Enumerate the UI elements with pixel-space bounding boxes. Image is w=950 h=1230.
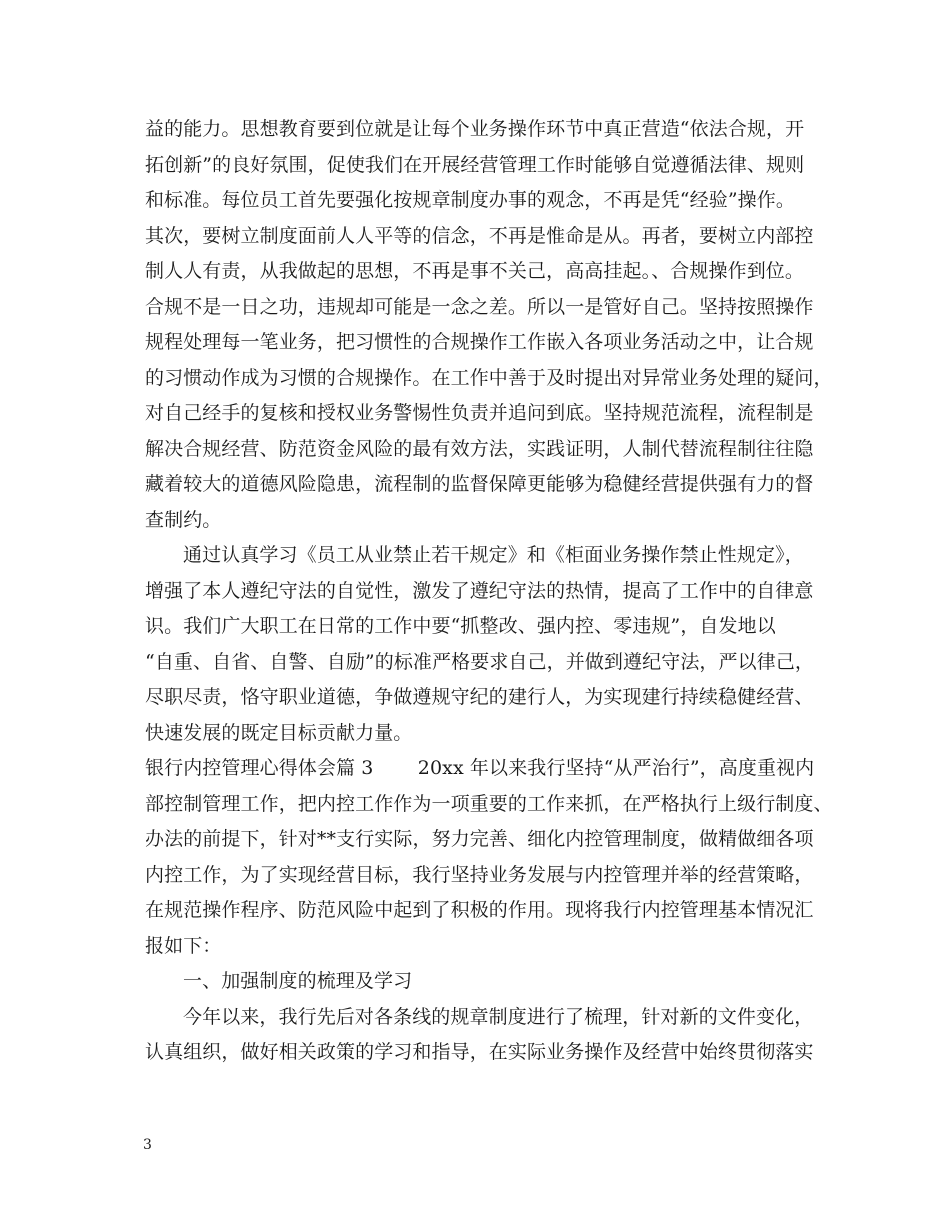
page-number: 3 bbox=[143, 1137, 152, 1153]
text-line: 查制约。 bbox=[145, 508, 222, 531]
text-line: 今年以来，我行先后对各条线的规章制度进行了梳理，针对新的文件变化， bbox=[183, 1005, 814, 1028]
text-line: 和标准。每位员工首先要强化按规章制度办事的观念，不再是凭“经验”操作。 bbox=[145, 189, 795, 211]
text-line: 识。我们广大职工在日常的工作中要“抓整改、强内控、零违规”，自发地以 bbox=[145, 615, 776, 637]
text-line: 益的能力。思想教育要到位就是让每个业务操作环节中真正营造“依法合规，开 bbox=[145, 118, 805, 140]
text-line: 藏着较大的道德风险隐患，流程制的监督保障更能够为稳健经营提供强有力的督 bbox=[145, 473, 814, 495]
text-line: 部控制管理工作，把内控工作作为一项重要的工作来抓，在严格执行上级行制度、 bbox=[145, 792, 833, 815]
text-line: 银行内控管理心得体会篇 3 20xx 年以来我行坚持“从严治行”，高度重视内 bbox=[145, 757, 815, 779]
text-line: 快速发展的既定目标贡献力量。 bbox=[145, 721, 413, 744]
text-line: 规程处理每一笔业务，把习惯性的合规操作工作嵌入各项业务活动之中，让合规 bbox=[145, 331, 814, 353]
text-line: 制人人有责，从我做起的思想，不再是事不关己，高高挂起。、合规操作到位。 bbox=[145, 260, 805, 282]
text-line: 通过认真学习《员工从业禁止若干规定》和《柜面业务操作禁止性规定》， bbox=[183, 544, 804, 566]
text-line: 一、加强制度的梳理及学习 bbox=[183, 970, 413, 992]
text-line: “自重、自省、自警、自励”的标准严格要求自己，并做到遵纪守法，严以律己， bbox=[145, 650, 815, 673]
text-line: 认真组织，做好相关政策的学习和指导，在实际业务操作及经营中始终贯彻落实 bbox=[145, 1041, 814, 1063]
text-line: 拓创新”的良好氛围，促使我们在开展经营管理工作时能够自觉遵循法律、规则 bbox=[145, 153, 805, 176]
text-line: 尽职尽责，恪守职业道德，争做遵规守纪的建行人，为实现建行持续稳健经营、 bbox=[145, 686, 814, 708]
text-line: 的习惯动作成为习惯的合规操作。在工作中善于及时提出对异常业务处理的疑问， bbox=[145, 366, 833, 389]
text-line: 增强了本人遵纪守法的自觉性，激发了遵纪守法的热情，提高了工作中的自律意 bbox=[145, 579, 814, 602]
text-line: 解决合规经营、防范资金风险的最有效方法，实践证明，人制代替流程制往往隐 bbox=[145, 437, 814, 460]
text-line: 报如下： bbox=[145, 934, 222, 957]
text-line: 在规范操作程序、防范风险中起到了积极的作用。现将我行内控管理基本情况汇 bbox=[145, 899, 814, 921]
text-line: 合规不是一日之功，违规却可能是一念之差。所以一是管好自己。坚持按照操作 bbox=[145, 295, 814, 318]
text-line: 对自己经手的复核和授权业务警惕性负责并追问到底。坚持规范流程，流程制是 bbox=[145, 402, 814, 424]
text-line: 内控工作，为了实现经营目标，我行坚持业务发展与内控管理并举的经营策略， bbox=[145, 863, 814, 886]
text-line: 办法的前提下，针对**支行实际，努力完善、细化内控管理制度，做精做细各项 bbox=[145, 828, 814, 850]
body-text bbox=[145, 112, 835, 1071]
text-line: 其次，要树立制度面前人人平等的信念，不再是惟命是从。再者，要树立内部控 bbox=[145, 224, 814, 247]
